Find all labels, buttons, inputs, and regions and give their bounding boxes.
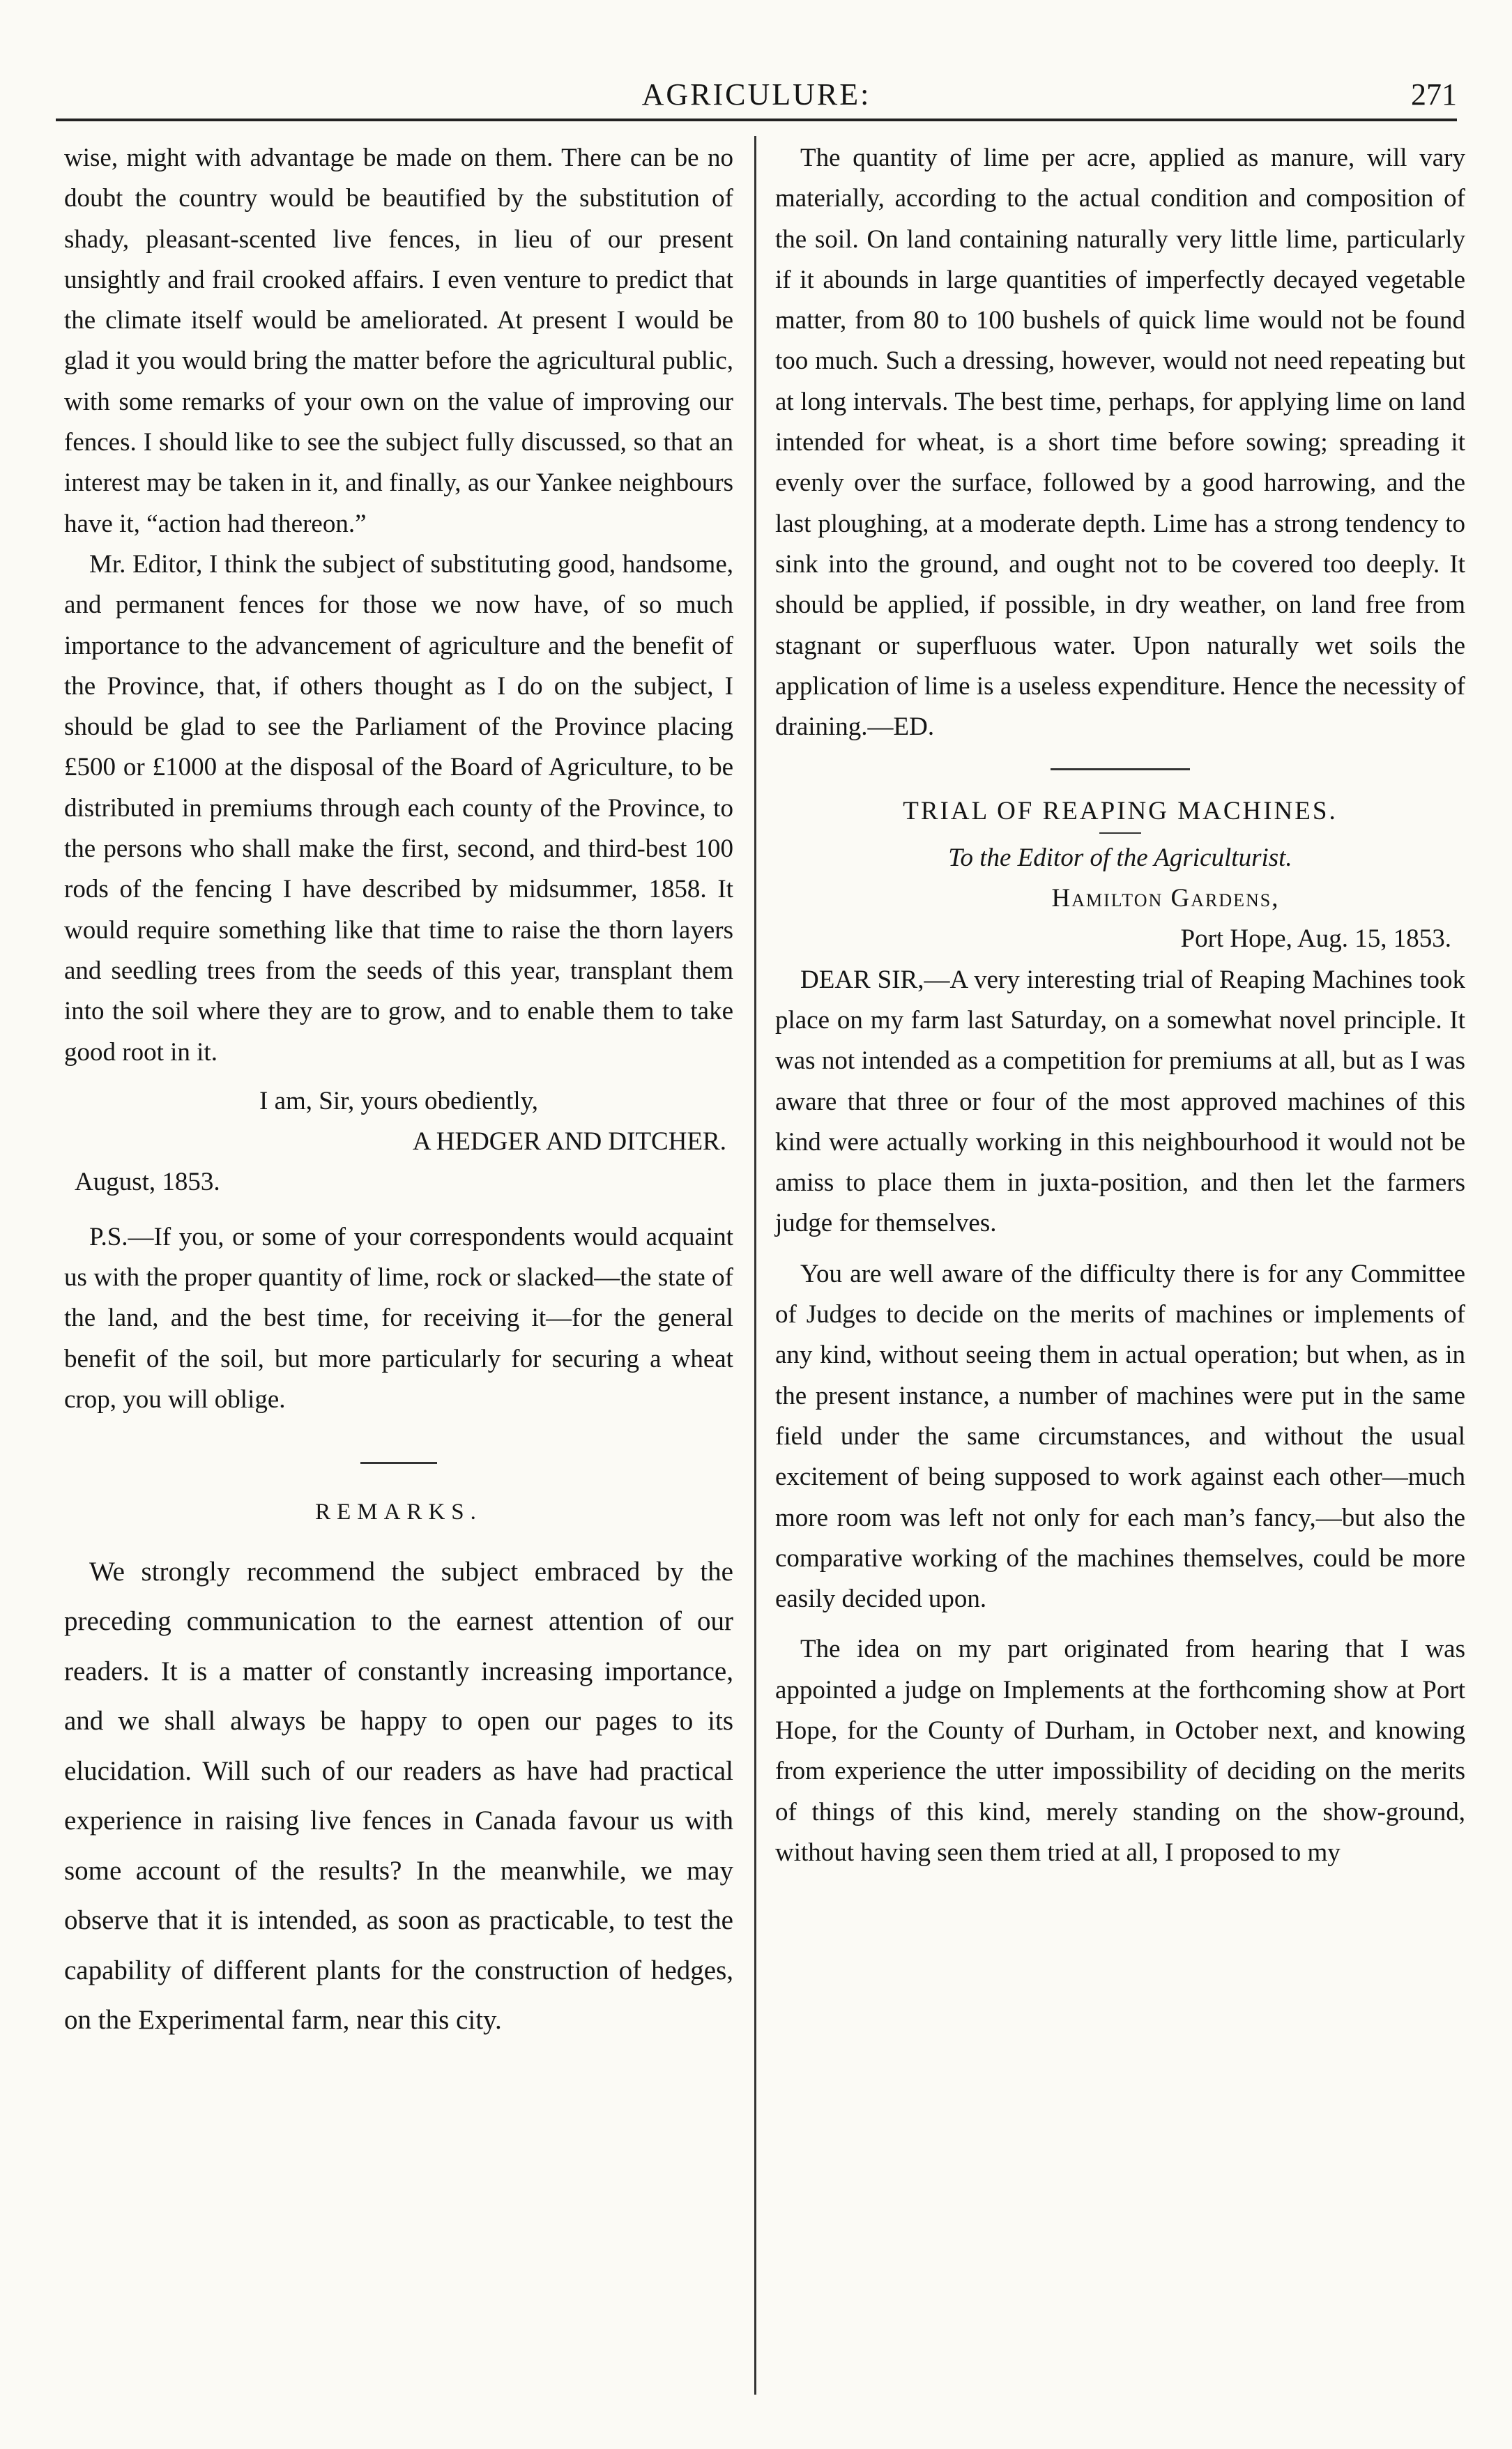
- dateline: Port Hope, Aug. 15, 1853.: [1180, 924, 1451, 954]
- section-divider: [1051, 768, 1190, 770]
- postscript: P.S.—If you, or some of your correspondents would acquaint us with the proper quantity of lime, rock or slacked—the state of the land, and the best time, for receiving it—for the general benefit of the soil, but more particularly for securing a wheat crop, you will oblige.: [64, 1222, 733, 1414]
- letter-closing: I am, Sir, yours obediently,: [259, 1086, 538, 1115]
- article-title: TRIAL OF REAPING MACHINES.: [903, 797, 1338, 826]
- title-underline: [1099, 832, 1141, 834]
- right-column: [775, 138, 1465, 1873]
- salutation-line: To the Editor of the Agriculturist.: [948, 843, 1292, 872]
- left-column: [64, 138, 733, 2045]
- letter-paragraph: wise, might with advantage be made on them. There can be no doubt the country would be beautified by the substitution of shady, pleasant-scented live fences, in lieu of our present unsightly and frail crooked affairs. I even venture to predict that the climate itself would be ameliorated. At present I would be glad it you would bring the matter before the agricultural public, with some remarks of your own on the value of improving our fences. I should like to see the subject fully discussed, so that an interest may be taken in it, and finally, as our Yankee neighbours have it, “action had thereon.”: [64, 144, 733, 538]
- running-title: AGRICULURE:: [641, 77, 871, 112]
- editor-reply: The quantity of lime per acre, applied as manure, will vary materially, according to the actual condition and composition of the soil. On land containing naturally very little lime, particularly if it abounds in large quantities of imperfectly decayed vegetable matter, from 80 to 100 bushels of quick lime would not be found too much. Such a dressing, however, would not need repeating but at long intervals. The best time, perhaps, for applying lime on land intended for wheat, is a short time before sowing; spreading it evenly over the surface, followed by a good harrowing, and the last ploughing, at a moderate depth. Lime has a strong tendency to sink into the ground, and ought not to be covered too deeply. It should be applied, if possible, in dry weather, on land free from stagnant or superfluous water. Upon naturally wet soils the application of lime is a useless expenditure. Hence the necessity of draining.—ED.: [775, 144, 1465, 742]
- page-number: 271: [1411, 77, 1457, 112]
- column-divider: [754, 136, 756, 2395]
- location-line: Hamilton Gardens,: [1051, 884, 1280, 913]
- header-rule: [56, 119, 1457, 121]
- letter-signature: A HEDGER AND DITCHER.: [412, 1127, 726, 1157]
- remarks-text: We strongly recommend the subject embraced by the preceding communication to the earnest attention of our readers. It is a matter of constantly increasing importance, and we shall always be happy to open our pages to its elucidation. Will such of our readers as have had practical experience in raising live fences in Canada favour us with some account of the results? In the meanwhile, we may observe that it is intended, as soon as practicable, to test the capability of different plants for the construction of hedges, on the Experimental farm, near this city.: [64, 1556, 733, 2035]
- letter-paragraph: Mr. Editor, I think the subject of substituting good, handsome, and permanent fences for those we now have, of so much importance to the advancement of agriculture and the benefit of the Province, that, if others thought as I do on the subject, I should be glad to see the Parliament of the Province placing £500 or £1000 at the disposal of the Board of Agriculture, to be distributed in premiums through each county of the Province, to the persons who shall make the first, second, and third-best 100 rods of the fencing I have described by midsummer, 1858. It would require something like that time to raise the thorn layers and seedling trees from the seeds of this year, transplant them into the soil where they are to grow, and to enable them to take good root in it.: [64, 549, 733, 1067]
- page-header: [56, 77, 1457, 132]
- article-paragraph: DEAR SIR,—A very interesting trial of Reaping Machines took place on my farm last Saturday, on a somewhat novel principle. It was not intended as a competition for premiums at all, but as I was aware that three or four of the most approved machines of this kind were actually working in this neighbourhood it would not be amiss to place them in juxta-position, and then let the farmers judge for themselves.: [775, 965, 1465, 1238]
- article-paragraph: You are well aware of the difficulty there is for any Committee of Judges to decide on the merits of machines or implements of any kind, without seeing them in actual operation; but when, as in the present instance, a number of machines were put in the same field under the same circumstances, and without the usual excitement of being supposed to work against each other—much more room was left not only for each man’s fancy,—but also the comparative working of the machines themselves, could be more easily decided upon.: [775, 1259, 1465, 1614]
- section-divider: [360, 1462, 437, 1464]
- article-paragraph: The idea on my part originated from hearing that I was appointed a judge on Implements at the forthcoming show at Port Hope, for the County of Durham, in October next, and knowing from experience the utter impossibility of deciding on the merits of things of this kind, merely standing on the show-ground, without having seen them tried at all, I proposed to my: [775, 1635, 1465, 1867]
- remarks-heading: REMARKS.: [315, 1500, 482, 1525]
- letter-date: August, 1853.: [75, 1168, 220, 1197]
